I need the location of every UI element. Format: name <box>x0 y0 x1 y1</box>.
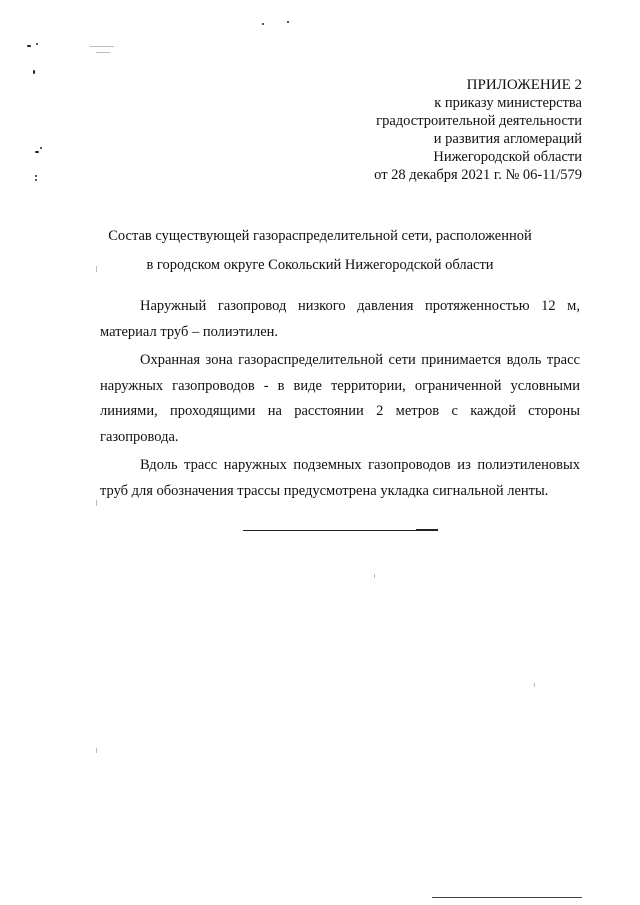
scan-speck <box>90 46 114 47</box>
scan-speck <box>36 43 38 45</box>
order-reference: к приказу министерства <box>434 95 582 111</box>
closing-divider-tail <box>416 529 438 531</box>
scan-speck <box>35 175 37 177</box>
order-date-number: от 28 декабря 2021 г. № 06-11/579 <box>374 167 582 183</box>
scan-speck <box>27 45 31 47</box>
scan-speck <box>287 21 289 23</box>
scan-speck <box>33 70 35 74</box>
paragraph-pipeline-length: Наружный газопровод низкого давления протяженностью 12 м, материал труб – полиэтилен. <box>100 298 580 340</box>
scan-speck <box>262 23 264 25</box>
scan-speck <box>40 147 42 149</box>
region-name: Нижегородской области <box>433 149 582 165</box>
scan-speck <box>96 52 110 53</box>
document-title <box>60 222 580 280</box>
scan-speck <box>534 683 535 687</box>
document-body <box>100 294 580 507</box>
appendix-header <box>374 76 582 184</box>
paragraph-signal-tape: Вдоль трасс наружных подземных газопроводов из полиэтиленовых труб для обозначения трассы предусмотрена укладка сигнальной ленты. <box>100 457 580 499</box>
appendix-number: ПРИЛОЖЕНИЕ 2 <box>466 77 582 93</box>
scan-speck <box>35 179 37 181</box>
ministry-name-line-1: градостроительной деятельности <box>376 113 582 129</box>
scan-speck <box>35 151 39 153</box>
ministry-name-line-2: и развития агломераций <box>433 131 582 147</box>
scan-speck <box>374 574 375 578</box>
paragraph-protection-zone: Охранная зона газораспределительной сети принимается вдоль трасс наружных газопроводов - в виде территории, ограниченной условными линиями, проходящими на расстоянии 2 метров с каждой стороны газопровода. <box>100 352 580 445</box>
scan-speck <box>96 500 97 506</box>
scan-speck <box>96 748 97 753</box>
title-line-1: Состав существующей газораспределительной сети, расположенной <box>108 228 532 244</box>
closing-divider <box>243 530 436 531</box>
bottom-scan-line <box>432 897 582 898</box>
title-line-2: в городском округе Сокольский Нижегородской области <box>146 257 494 273</box>
